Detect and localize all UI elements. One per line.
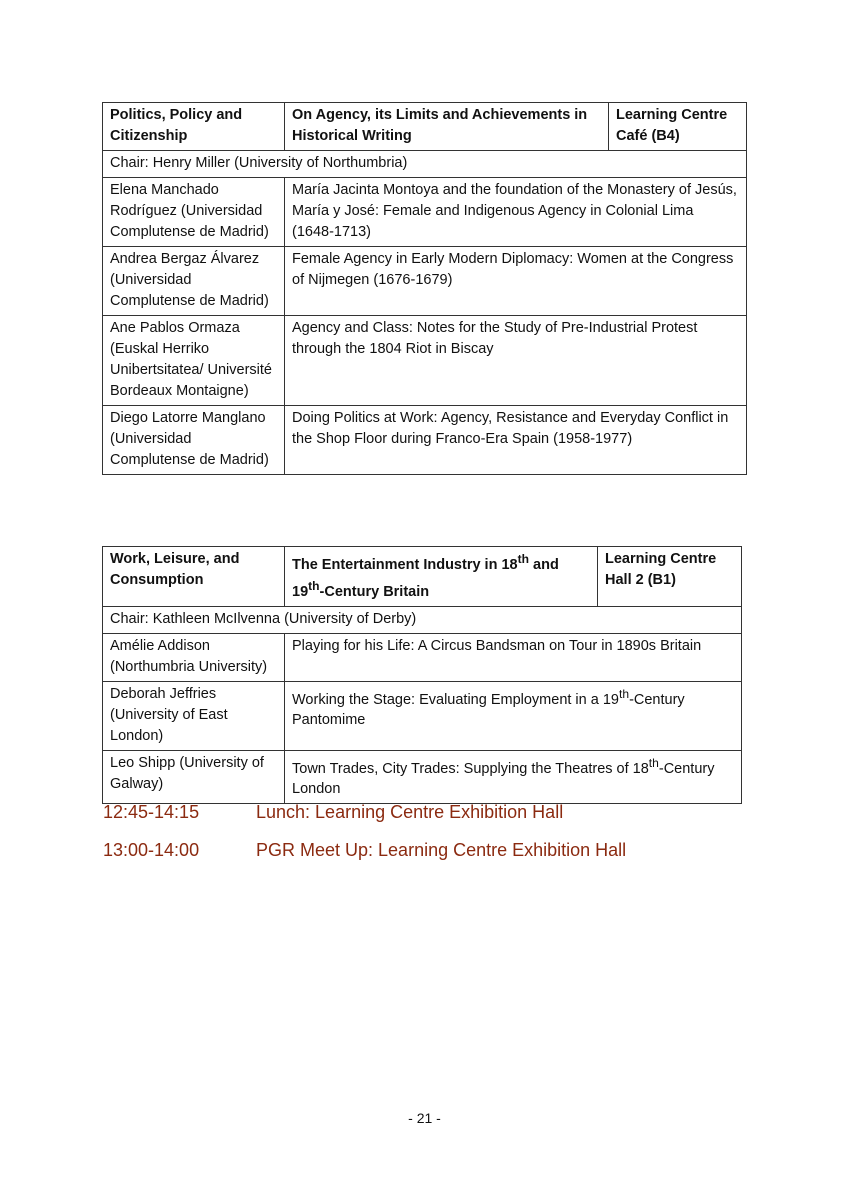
session-table-politics: [102, 102, 747, 475]
strand-cell: Politics, Policy and Citizenship: [103, 103, 285, 151]
paper-title-cell: Agency and Class: Notes for the Study of Pre-Industrial Protest through the 1804 Riot in Biscay: [285, 316, 747, 406]
session-title-cell: The Entertainment Industry in 18th and 19th-Century Britain: [285, 547, 598, 607]
table-row: [103, 178, 747, 247]
paper-title-cell: Female Agency in Early Modern Diplomacy: Women at the Congress of Nijmegen (1676-1679): [285, 247, 747, 316]
chair-cell: Chair: Henry Miller (University of Northumbria): [103, 151, 747, 178]
table-row: [103, 316, 747, 406]
page-number: - 21 -: [408, 1110, 441, 1126]
schedule-event: Lunch: Learning Centre Exhibition Hall: [256, 802, 564, 822]
schedule-item-pgr-meetup: [103, 840, 626, 861]
speaker-cell: Amélie Addison (Northumbria University): [103, 633, 285, 681]
speaker-cell: Deborah Jeffries (University of East London): [103, 681, 285, 750]
paper-title-cell: Playing for his Life: A Circus Bandsman on Tour in 1890s Britain: [285, 633, 742, 681]
schedule-time: 13:00-14:00: [103, 840, 200, 860]
session-header-row: [103, 103, 747, 151]
schedule-event: PGR Meet Up: Learning Centre Exhibition Hall: [256, 840, 627, 860]
table-row: [103, 750, 742, 804]
chair-cell: Chair: Kathleen McIlvenna (University of Derby): [103, 606, 742, 633]
schedule-item-lunch: [103, 802, 563, 823]
chair-row: [103, 151, 747, 178]
speaker-cell: Ane Pablos Ormaza (Euskal Herriko Unibertsitatea/ Université Bordeaux Montaigne): [103, 316, 285, 406]
strand-cell: Work, Leisure, and Consumption: [103, 547, 285, 607]
session-title-cell: On Agency, its Limits and Achievements in Historical Writing: [285, 103, 609, 151]
table-row: [103, 406, 747, 475]
table-row: [103, 681, 742, 750]
table-row: [103, 247, 747, 316]
table-row: [103, 633, 742, 681]
paper-title-cell: Town Trades, City Trades: Supplying the Theatres of 18th-Century London: [285, 750, 742, 804]
speaker-cell: Elena Manchado Rodríguez (Universidad Complutense de Madrid): [103, 178, 285, 247]
session-table-entertainment: [102, 546, 742, 804]
chair-row: [103, 606, 742, 633]
session-header-row: [103, 547, 742, 607]
speaker-cell: Diego Latorre Manglano (Universidad Complutense de Madrid): [103, 406, 285, 475]
speaker-cell: Leo Shipp (University of Galway): [103, 750, 285, 804]
paper-title-cell: Working the Stage: Evaluating Employment in a 19th-Century Pantomime: [285, 681, 742, 750]
paper-title-cell: María Jacinta Montoya and the foundation of the Monastery of Jesús, María y José: Female and Indigenous Agency in Colonial Lima (1648-1713): [285, 178, 747, 247]
location-cell: Learning Centre Café (B4): [609, 103, 747, 151]
schedule-time: 12:45-14:15: [103, 802, 200, 822]
location-cell: Learning Centre Hall 2 (B1): [598, 547, 742, 607]
paper-title-cell: Doing Politics at Work: Agency, Resistance and Everyday Conflict in the Shop Floor during Franco-Era Spain (1958-1977): [285, 406, 747, 475]
speaker-cell: Andrea Bergaz Álvarez (Universidad Complutense de Madrid): [103, 247, 285, 316]
